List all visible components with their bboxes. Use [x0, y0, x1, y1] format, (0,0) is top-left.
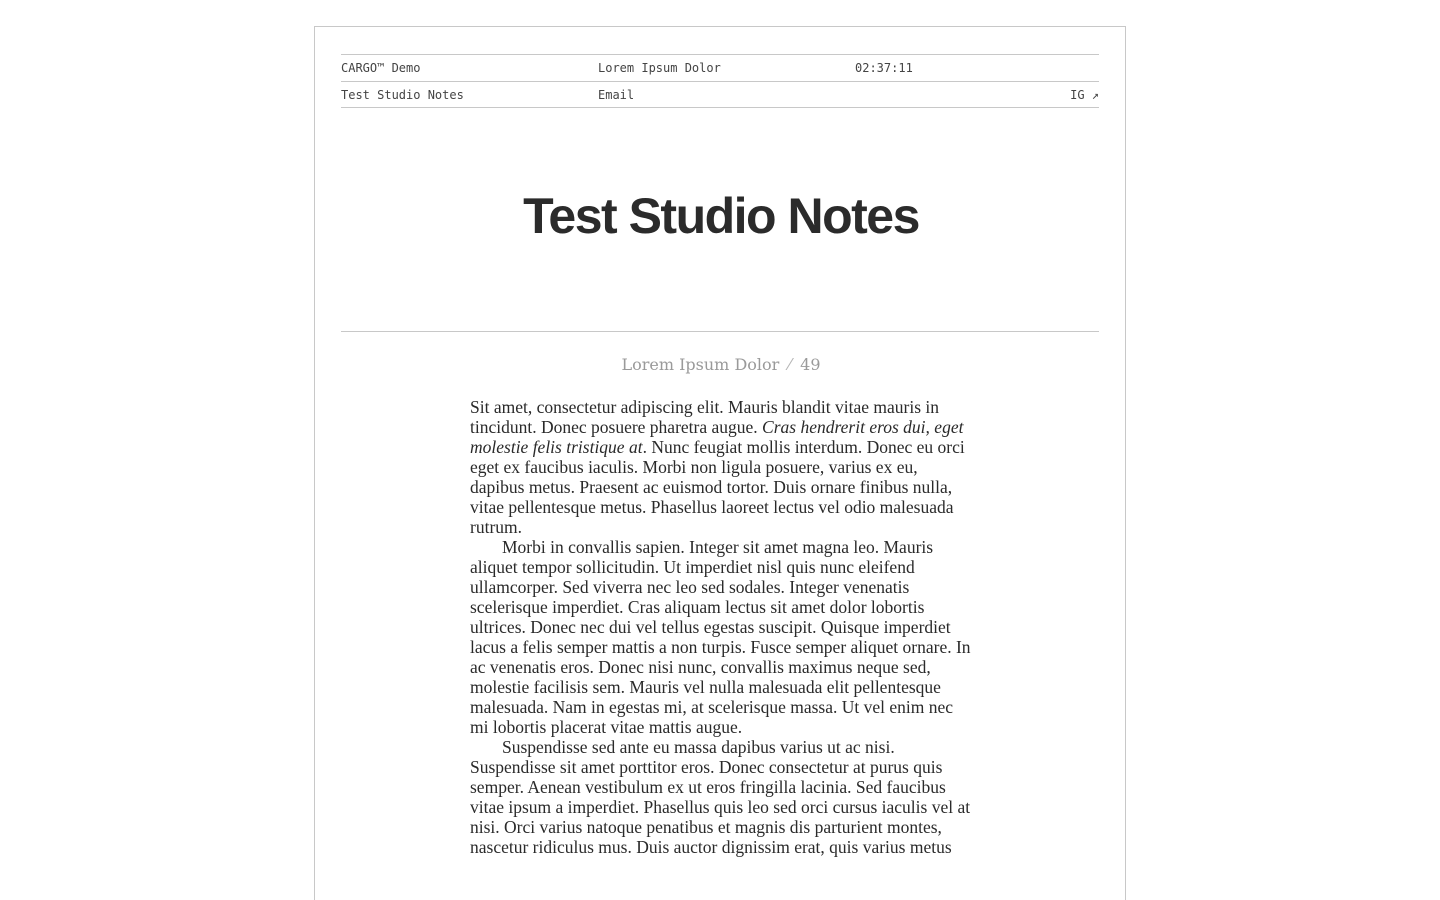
paragraph-1-start: Sit amet, consectetur adipiscing elit. Mauris blandit vitae mauris in tincidunt. Donec posuere pharetra augue. — [470, 397, 939, 437]
clock: 02:37:11 — [855, 61, 913, 75]
nav-row-2 — [341, 81, 1099, 108]
article-category: Lorem Ipsum Dolor — [621, 355, 780, 374]
page-frame — [314, 26, 1126, 900]
top-navigation — [341, 54, 1099, 108]
paragraph-1-italic: Cras hendrerit eros dui, eget molestie felis tristique at — [470, 417, 964, 457]
article-body — [470, 397, 972, 857]
article-number: 49 — [800, 355, 821, 374]
site-title-link[interactable]: CARGO™ Demo — [341, 61, 421, 75]
paragraph-3: Suspendisse sed ante eu massa dapibus varius ut ac nisi. Suspendisse sit amet porttitor eros. Donec consectetur at purus quis semper. Aenean vestibulum ex ut eros fringilla lacinia. Sed faucibus vitae ipsum a imperdiet. Phasellus quis leo sed orci cursus iaculis vel at nisi. Orci varius natoque penatibus et magnis dis parturient montes, nascetur ridiculus mus. Duis auctor dignissim erat, quis varius metus — [470, 737, 971, 857]
nav-link-test-studio-notes[interactable]: Test Studio Notes — [341, 88, 464, 102]
nav-row-1 — [341, 54, 1099, 81]
article-subhead — [315, 355, 1127, 374]
nav-link-lorem-ipsum-dolor[interactable]: Lorem Ipsum Dolor — [598, 61, 721, 75]
page-title: Test Studio Notes — [523, 188, 919, 244]
slash-separator: ⁄ — [788, 355, 792, 374]
paragraph-2: Morbi in convallis sapien. Integer sit amet magna leo. Mauris aliquet tempor sollicitudin. Ut imperdiet nisl quis nunc eleifend ullamcorper. Sed viverra nec leo sed sodales. Integer venenatis scelerisque imperdiet. Cras aliquam lectus sit amet dolor lobortis ultrices. Donec nec dui vel tellus egestas suscipit. Quisque imperdiet lacus a felis semper mattis a non turpis. Fusce semper aliquet ornare. In ac venenatis eros. Donec nisi nunc, convallis maximus neque sed, molestie facilisis sem. Mauris vel nulla malesuada elit pellentesque malesuada. Nam in egestas mi, at scelerisque massa. Ut vel enim nec mi lobortis placerat vitae mattis augue. — [470, 537, 971, 737]
paragraph-1-end: . Nunc feugiat mollis interdum. Donec eu orci eget ex faucibus iaculis. Morbi non ligula posuere, varius ex eu, dapibus metus. Praesent ac euismod tortor. Duis ornare finibus nulla, vitae pellentesque metus. Phasellus laoreet lectus vel odio malesuada rutrum. — [470, 437, 965, 537]
paragraph-1 — [470, 397, 972, 537]
email-link[interactable]: Email — [598, 88, 635, 102]
instagram-link[interactable]: IG ↗ — [1070, 88, 1099, 102]
divider — [341, 331, 1099, 332]
